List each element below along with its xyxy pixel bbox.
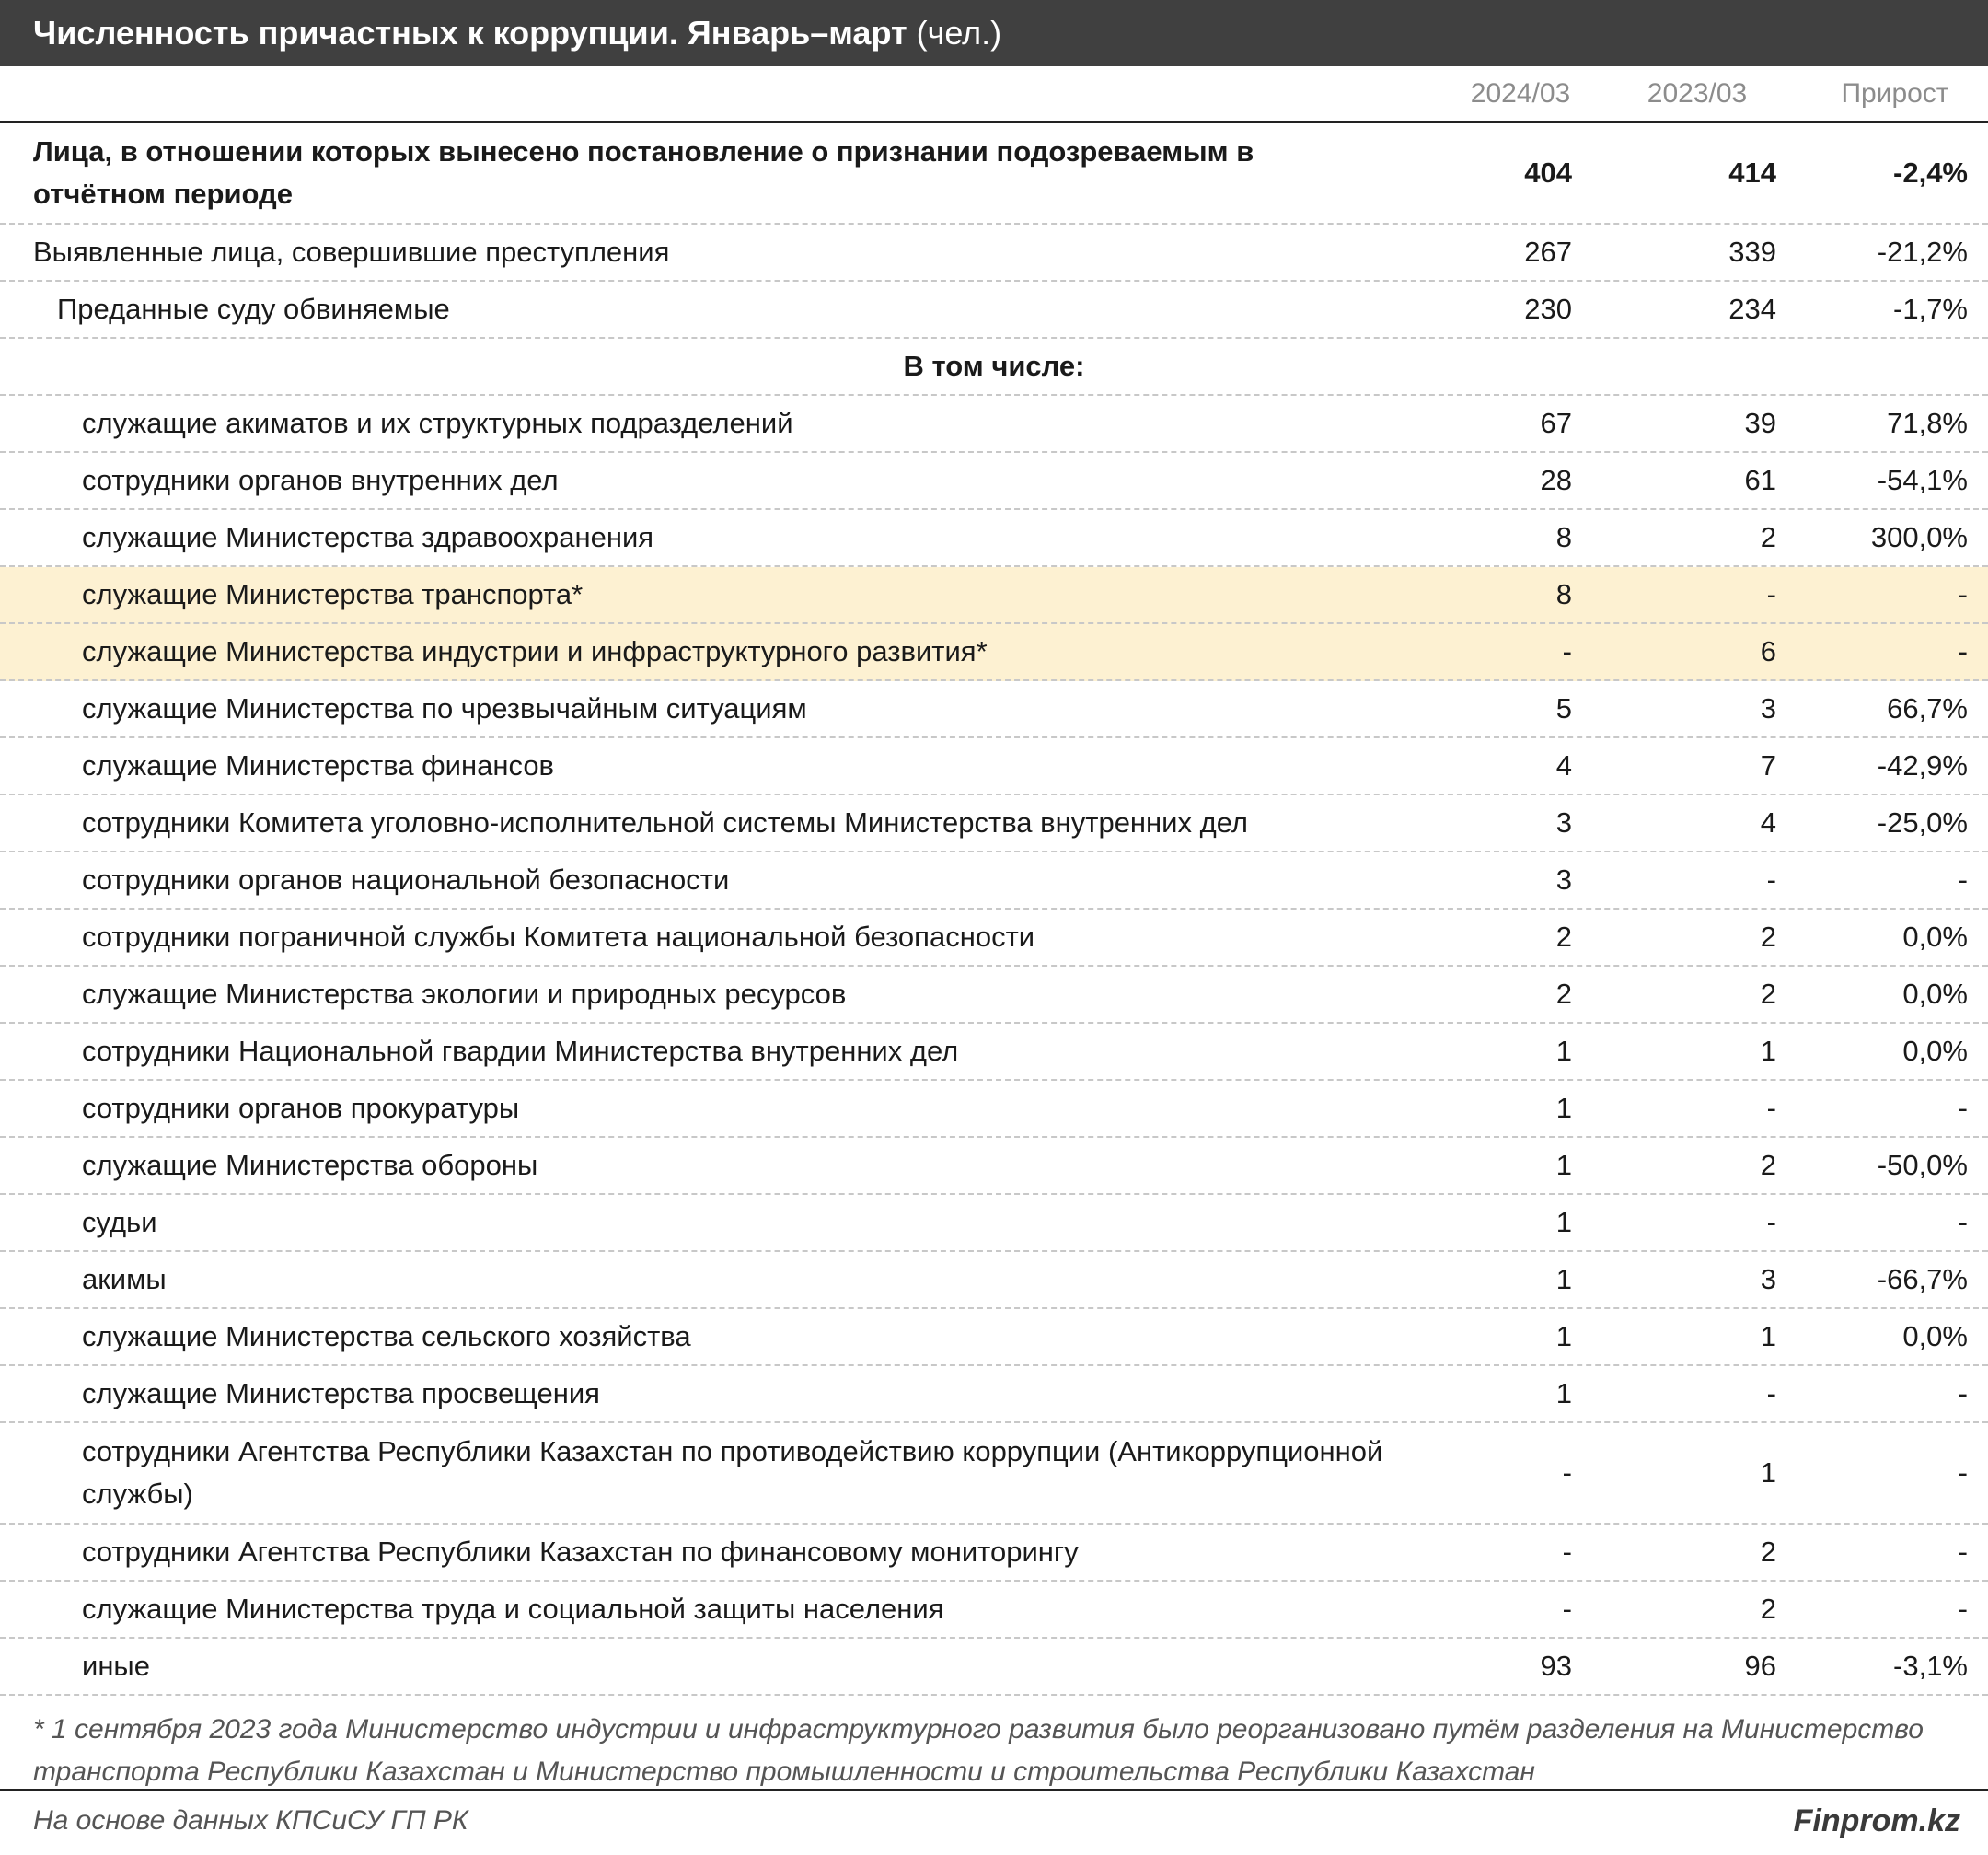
- table-row: [0, 510, 1988, 567]
- table-row: [0, 225, 1988, 282]
- table-row-highlighted: [0, 624, 1988, 681]
- value-2023: 6: [1760, 635, 1776, 667]
- row-label: служащие Министерства транспорта*: [82, 578, 584, 610]
- value-2023: -: [1766, 578, 1776, 610]
- value-2023: -: [1766, 1092, 1776, 1124]
- value-2023: 414: [1728, 157, 1776, 189]
- table-row: [0, 738, 1988, 795]
- value-2024: 67: [1540, 407, 1572, 439]
- row-label: судьи: [82, 1206, 157, 1238]
- value-growth: -42,9%: [1877, 749, 1968, 782]
- row-label: Преданные суду обвиняемые: [57, 293, 450, 325]
- value-growth: -: [1958, 1456, 1968, 1489]
- row-label: Выявленные лица, совершившие преступления: [33, 236, 670, 268]
- value-2023: 2: [1760, 978, 1776, 1010]
- row-label: сотрудники Агентства Республики Казахстан по противодействию коррупции (Антикоррупционной службы): [82, 1435, 1383, 1510]
- value-2024: 1: [1555, 1149, 1572, 1181]
- value-2024: 404: [1524, 157, 1572, 189]
- row-label: служащие Министерства труда и социальной защиты населения: [82, 1593, 944, 1625]
- section-label: В том числе:: [903, 350, 1085, 382]
- value-growth: 66,7%: [1887, 692, 1968, 725]
- table-row: [0, 1309, 1988, 1366]
- value-growth: 300,0%: [1870, 521, 1968, 553]
- value-2024: -: [1562, 1536, 1572, 1568]
- table-row: [0, 1525, 1988, 1582]
- row-label: служащие Министерства сельского хозяйства: [82, 1320, 691, 1352]
- value-growth: -: [1958, 1593, 1968, 1625]
- value-2023: 2: [1760, 1149, 1776, 1181]
- value-2024: 8: [1555, 578, 1572, 610]
- data-table: [0, 66, 1988, 1696]
- value-2024: 93: [1540, 1650, 1572, 1682]
- value-2024: 1: [1555, 1377, 1572, 1409]
- value-2023: -: [1766, 1377, 1776, 1409]
- value-growth: -3,1%: [1893, 1650, 1968, 1682]
- table-row: [0, 1081, 1988, 1138]
- value-growth: -25,0%: [1877, 806, 1968, 839]
- chart-unit: (чел.): [916, 14, 1002, 52]
- value-2024: 28: [1540, 464, 1572, 496]
- row-label: служащие Министерства здравоохранения: [82, 521, 654, 553]
- table-header: [0, 66, 1988, 123]
- value-2023: 1: [1760, 1035, 1776, 1067]
- table-row: [0, 795, 1988, 852]
- value-2023: 339: [1728, 236, 1776, 268]
- value-2024: 230: [1524, 293, 1572, 325]
- column-header-growth: Прирост: [1841, 77, 1949, 109]
- table-row: [0, 1024, 1988, 1081]
- title-bar: [0, 0, 1988, 66]
- value-2024: -: [1562, 1456, 1572, 1489]
- chart-title: Численность причастных к коррупции. Январь–март: [33, 14, 907, 52]
- table-row-highlighted: [0, 567, 1988, 624]
- brand-logo[interactable]: Finprom.kz: [1793, 1803, 1960, 1838]
- row-label: Лица, в отношении которых вынесено постановление о признании подозреваемым в отчётном периоде: [33, 135, 1254, 210]
- value-2024: -: [1562, 635, 1572, 667]
- row-label: служащие Министерства индустрии и инфраструктурного развития*: [82, 635, 988, 667]
- value-growth: 0,0%: [1902, 978, 1968, 1010]
- value-2023: 61: [1744, 464, 1776, 496]
- table-row: [0, 1138, 1988, 1195]
- value-2024: -: [1562, 1593, 1572, 1625]
- value-growth: -: [1958, 635, 1968, 667]
- value-2023: 7: [1760, 749, 1776, 782]
- row-label: сотрудники органов национальной безопасности: [82, 864, 730, 896]
- column-header-2023: 2023/03: [1647, 77, 1748, 109]
- value-2023: 2: [1760, 1536, 1776, 1568]
- value-growth: -54,1%: [1877, 464, 1968, 496]
- value-2024: 1: [1555, 1035, 1572, 1067]
- value-2024: 1: [1555, 1320, 1572, 1352]
- value-growth: -: [1958, 1536, 1968, 1568]
- table-row: [0, 910, 1988, 967]
- table-row: [0, 396, 1988, 453]
- value-2023: 39: [1744, 407, 1776, 439]
- row-label: служащие Министерства по чрезвычайным ситуациям: [82, 692, 807, 725]
- table-row: [0, 1252, 1988, 1309]
- row-label: сотрудники пограничной службы Комитета национальной безопасности: [82, 921, 1035, 953]
- value-growth: 0,0%: [1902, 1320, 1968, 1352]
- value-growth: -: [1958, 864, 1968, 896]
- row-label: служащие акиматов и их структурных подразделений: [82, 407, 793, 439]
- row-label: служащие Министерства просвещения: [82, 1377, 600, 1409]
- value-2023: 234: [1728, 293, 1776, 325]
- value-2024: 8: [1555, 521, 1572, 553]
- value-2023: 1: [1760, 1320, 1776, 1352]
- value-2024: 4: [1555, 749, 1572, 782]
- row-label: сотрудники Национальной гвардии Министерства внутренних дел: [82, 1035, 959, 1067]
- value-2024: 5: [1555, 692, 1572, 725]
- value-growth: -: [1958, 1377, 1968, 1409]
- value-growth: 0,0%: [1902, 921, 1968, 953]
- row-label: иные: [82, 1650, 150, 1682]
- value-2024: 3: [1555, 864, 1572, 896]
- table-row: [0, 1639, 1988, 1696]
- value-growth: 71,8%: [1887, 407, 1968, 439]
- value-2023: 4: [1760, 806, 1776, 839]
- value-growth: -: [1958, 1206, 1968, 1238]
- section-header-row: [0, 339, 1988, 396]
- table-row: [0, 1582, 1988, 1639]
- table-row: [0, 681, 1988, 738]
- value-2024: 3: [1555, 806, 1572, 839]
- table-row: [0, 282, 1988, 339]
- value-2023: -: [1766, 1206, 1776, 1238]
- value-growth: -50,0%: [1877, 1149, 1968, 1181]
- row-label: акимы: [82, 1263, 167, 1295]
- row-label: сотрудники Агентства Республики Казахстан по финансовому мониторингу: [82, 1536, 1079, 1568]
- source-text: На основе данных КПСиСУ ГП РК: [33, 1805, 468, 1836]
- value-2023: 1: [1760, 1456, 1776, 1489]
- value-2023: 3: [1760, 692, 1776, 725]
- value-2023: -: [1766, 864, 1776, 896]
- value-2023: 96: [1744, 1650, 1776, 1682]
- value-2024: 1: [1555, 1092, 1572, 1124]
- table-row: [0, 123, 1988, 225]
- value-2023: 2: [1760, 1593, 1776, 1625]
- table-row: [0, 1423, 1988, 1525]
- value-growth: -1,7%: [1893, 293, 1968, 325]
- value-growth: -66,7%: [1877, 1263, 1968, 1295]
- value-2024: 1: [1555, 1263, 1572, 1295]
- value-growth: -2,4%: [1893, 157, 1968, 189]
- value-2023: 2: [1760, 921, 1776, 953]
- value-2024: 1: [1555, 1206, 1572, 1238]
- row-label: сотрудники Комитета уголовно-исполнительной системы Министерства внутренних дел: [82, 806, 1248, 839]
- value-2023: 2: [1760, 521, 1776, 553]
- value-2024: 2: [1555, 978, 1572, 1010]
- source-bar: [0, 1791, 1988, 1850]
- table-row: [0, 967, 1988, 1024]
- table-row: [0, 852, 1988, 910]
- value-growth: 0,0%: [1902, 1035, 1968, 1067]
- row-label: служащие Министерства обороны: [82, 1149, 538, 1181]
- value-2024: 267: [1524, 236, 1572, 268]
- value-growth: -: [1958, 578, 1968, 610]
- table-row: [0, 1195, 1988, 1252]
- footnote: * 1 сентября 2023 года Министерство индустрии и инфраструктурного развития было реорганизовано путём разделения на Министерство транспорта Республики Казахстан и Министерство промышленности и строительства Республики Казахстан: [0, 1696, 1988, 1791]
- value-growth: -: [1958, 1092, 1968, 1124]
- column-header-2024: 2024/03: [1470, 77, 1571, 109]
- value-2024: 2: [1555, 921, 1572, 953]
- value-growth: -21,2%: [1877, 236, 1968, 268]
- table-row: [0, 453, 1988, 510]
- table-row: [0, 1366, 1988, 1423]
- value-2023: 3: [1760, 1263, 1776, 1295]
- row-label: служащие Министерства финансов: [82, 749, 555, 782]
- row-label: сотрудники органов прокуратуры: [82, 1092, 520, 1124]
- row-label: сотрудники органов внутренних дел: [82, 464, 559, 496]
- row-label: служащие Министерства экологии и природных ресурсов: [82, 978, 847, 1010]
